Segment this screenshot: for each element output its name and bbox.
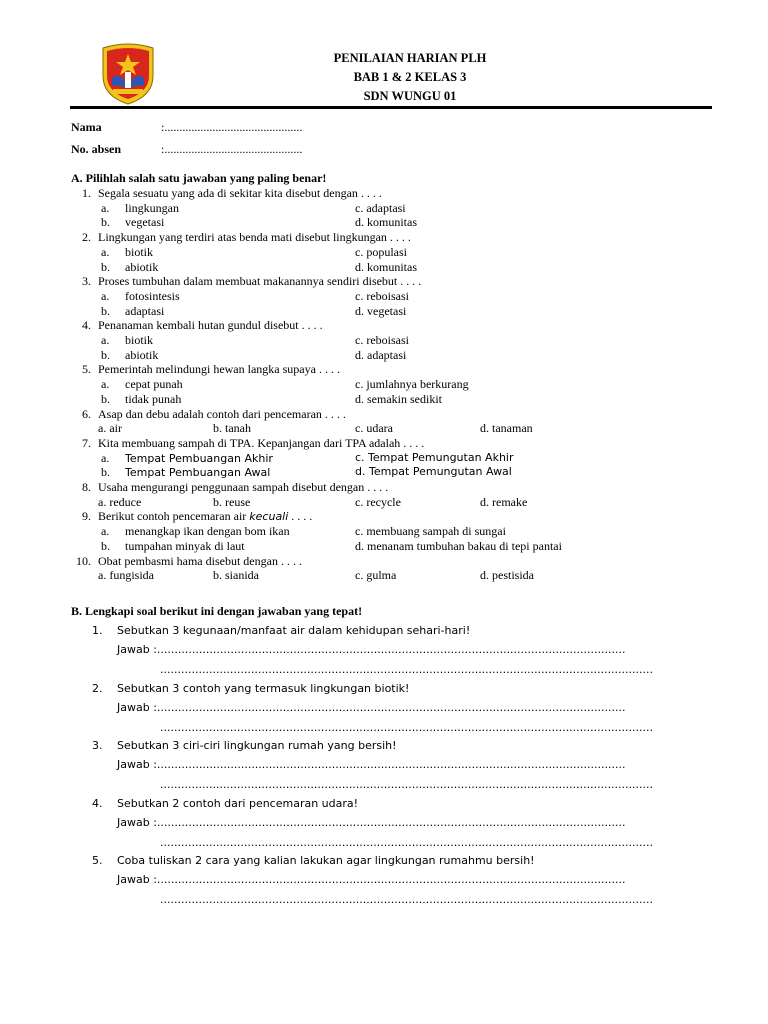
question-text: Pemerintah melindungi hewan langka supaya . . . .: [98, 362, 340, 377]
nama-row: [71, 120, 303, 135]
answer-option-a[interactable]: [101, 289, 180, 304]
answer-option[interactable]: d. tanaman: [480, 421, 533, 436]
nama-label: Nama: [71, 120, 102, 134]
essay-question-number: 4.: [92, 796, 103, 810]
answer-option[interactable]: c. udara: [355, 421, 393, 436]
question-number: 6.: [82, 406, 91, 421]
answer-option-d[interactable]: d. semakin sedikit: [355, 391, 442, 406]
answer-line-continued[interactable]: .............................................................................................................................................: [160, 893, 654, 906]
absen-row: [71, 142, 303, 157]
option-text: tumpahan minyak di laut: [125, 538, 245, 553]
answer-option-d[interactable]: d. adaptasi: [355, 347, 407, 362]
option-text: biotik: [125, 244, 154, 259]
answer-option-b[interactable]: [101, 215, 164, 230]
question-text: Obat pembasmi hama disebut dengan . . . .: [98, 553, 302, 568]
question-number: 3.: [82, 274, 91, 289]
question-number: 2.: [82, 230, 91, 245]
answer-option-b[interactable]: [101, 539, 245, 554]
answer-option-b[interactable]: [101, 348, 158, 363]
option-letter: a.: [101, 524, 110, 539]
answer-option[interactable]: a. air: [98, 421, 122, 436]
essay-question-text: Sebutkan 3 kegunaan/manfaat air dalam kehidupan sehari-hari!: [117, 624, 471, 637]
answer-option-d[interactable]: d. komunitas: [355, 259, 417, 274]
option-text: lingkungan: [125, 200, 179, 215]
answer-line-continued[interactable]: .............................................................................................................................................: [160, 663, 654, 676]
answer-option[interactable]: a. fungisida: [98, 568, 154, 583]
question-number: 8.: [82, 480, 91, 494]
question-number: 9.: [82, 509, 91, 524]
option-text: cepat punah: [125, 377, 183, 392]
answer-line[interactable]: Jawab :......................................................................................................................................: [117, 873, 626, 886]
absen-field[interactable]: :..............................................: [161, 142, 303, 156]
essay-question-text: Sebutkan 3 ciri-ciri lingkungan rumah yang bersih!: [117, 739, 397, 752]
option-text: abiotik: [125, 347, 159, 362]
answer-option[interactable]: d. pestisida: [480, 568, 534, 583]
answer-option-d[interactable]: d. Tempat Pemungutan Awal: [355, 465, 512, 479]
option-text: biotik: [125, 333, 154, 347]
question-text-emphasis: kecuali: [249, 510, 289, 524]
answer-line-continued[interactable]: .............................................................................................................................................: [160, 835, 654, 849]
section-b-title: B. Lengkapi soal berikut ini dengan jawaban yang tepat!: [71, 604, 363, 618]
option-text: fotosintesis: [125, 288, 180, 303]
question-text: Kita membuang sampah di TPA. Kepanjangan dari TPA adalah . . . .: [98, 435, 425, 450]
answer-option-c[interactable]: c. membuang sampah di sungai: [355, 524, 506, 539]
question-text: Proses tumbuhan dalam membuat makanannya sendiri disebut . . . .: [98, 274, 422, 289]
answer-option-a[interactable]: [101, 451, 273, 466]
answer-option-d[interactable]: d. vegetasi: [355, 303, 407, 318]
absen-label: No. absen: [71, 142, 122, 156]
question-number: 5.: [82, 362, 91, 377]
essay-question-number: 2.: [92, 681, 103, 695]
essay-question-text: Coba tuliskan 2 cara yang kalian lakukan agar lingkungan rumahmu bersih!: [117, 854, 535, 867]
option-text: abiotik: [125, 259, 159, 274]
answer-line[interactable]: Jawab :......................................................................................................................................: [117, 758, 626, 771]
essay-question-text: Sebutkan 3 contoh yang termasuk lingkungan biotik!: [117, 681, 410, 695]
answer-option-a[interactable]: [101, 377, 183, 392]
section-a-title: A. Pilihlah salah satu jawaban yang paling benar!: [71, 171, 327, 185]
document-header: [250, 49, 570, 106]
answer-option[interactable]: c. recycle: [355, 494, 401, 509]
option-letter: a.: [101, 333, 110, 347]
option-text: Tempat Pembuangan Akhir: [125, 451, 273, 465]
answer-option[interactable]: b. reuse: [213, 494, 251, 509]
option-letter: b.: [101, 347, 110, 362]
question-text: Asap dan debu adalah contoh dari pencemaran . . . .: [98, 406, 346, 421]
answer-option-b[interactable]: [101, 304, 164, 319]
question-text-part: Berikut contoh pencemaran air: [98, 509, 250, 524]
answer-option-a[interactable]: [101, 524, 290, 539]
question-text: [98, 509, 312, 524]
answer-option[interactable]: b. tanah: [213, 421, 251, 436]
answer-option-b[interactable]: [101, 260, 158, 275]
option-text: tidak punah: [125, 391, 182, 406]
essay-question-number: 3.: [92, 739, 103, 752]
answer-option-b[interactable]: [101, 465, 270, 480]
answer-option-b[interactable]: [101, 392, 181, 407]
answer-option-d[interactable]: d. menanam tumbuhan bakau di tepi pantai: [355, 538, 562, 553]
answer-option-a[interactable]: [101, 201, 179, 216]
answer-option-c[interactable]: c. Tempat Pemungutan Akhir: [355, 450, 514, 464]
question-text: Usaha mengurangi penggunaan sampah disebut dengan . . . .: [98, 480, 389, 494]
option-letter: a.: [101, 450, 110, 465]
header-title: PENILAIAN HARIAN PLH: [333, 51, 487, 65]
header-divider: [70, 106, 712, 109]
answer-option-c[interactable]: c. populasi: [355, 244, 407, 259]
option-letter: b.: [101, 465, 110, 480]
option-letter: b.: [101, 259, 110, 274]
option-letter: a.: [101, 200, 110, 215]
option-text: adaptasi: [125, 303, 165, 318]
answer-option[interactable]: d. remake: [480, 494, 528, 509]
header-subtitle: BAB 1 & 2 KELAS 3: [353, 70, 467, 84]
option-text: vegetasi: [125, 215, 165, 230]
question-text: Penanaman kembali hutan gundul disebut . . . .: [98, 318, 323, 333]
option-letter: b.: [101, 538, 110, 553]
answer-option[interactable]: c. gulma: [355, 568, 397, 583]
answer-option-c[interactable]: c. jumlahnya berkurang: [355, 377, 469, 392]
answer-option-c[interactable]: c. reboisasi: [355, 288, 409, 303]
question-number: 4.: [82, 318, 91, 333]
option-text: menangkap ikan dengan bom ikan: [125, 524, 290, 539]
answer-option-a[interactable]: [101, 245, 153, 260]
answer-option-c[interactable]: c. reboisasi: [355, 333, 409, 347]
essay-question-number: 5.: [92, 854, 103, 867]
header-school: SDN WUNGU 01: [363, 89, 457, 103]
question-number: 1.: [82, 186, 91, 200]
option-letter: a.: [101, 377, 110, 392]
answer-line-continued[interactable]: .............................................................................................................................................: [160, 720, 654, 734]
question-number: 10.: [76, 553, 91, 568]
answer-line-continued[interactable]: .............................................................................................................................................: [160, 778, 654, 791]
essay-question-text: Sebutkan 2 contoh dari pencemaran udara!: [117, 796, 359, 810]
answer-option[interactable]: a. reduce: [98, 494, 142, 509]
question-number: 7.: [82, 435, 91, 450]
option-letter: b.: [101, 215, 110, 230]
answer-option-c[interactable]: c. adaptasi: [355, 200, 406, 215]
question-text-part: . . . .: [288, 509, 313, 524]
answer-line[interactable]: Jawab :......................................................................................................................................: [117, 643, 626, 656]
question-text: Lingkungan yang terdiri atas benda mati disebut lingkungan . . . .: [98, 230, 411, 245]
option-letter: a.: [101, 244, 110, 259]
essay-question-number: 1.: [92, 624, 103, 637]
school-emblem-logo: [98, 42, 158, 106]
option-text: Tempat Pembuangan Awal: [125, 466, 271, 480]
nama-field[interactable]: :..............................................: [161, 120, 303, 134]
answer-option-a[interactable]: [101, 333, 153, 348]
option-letter: b.: [101, 391, 110, 406]
option-letter: b.: [101, 303, 110, 318]
answer-line[interactable]: Jawab :......................................................................................................................................: [117, 815, 626, 829]
answer-option[interactable]: b. sianida: [213, 568, 259, 583]
answer-line[interactable]: Jawab :......................................................................................................................................: [117, 700, 626, 714]
option-letter: a.: [101, 288, 110, 303]
answer-option-d[interactable]: d. komunitas: [355, 215, 417, 230]
question-text: Segala sesuatu yang ada di sekitar kita disebut dengan . . . .: [98, 186, 382, 200]
